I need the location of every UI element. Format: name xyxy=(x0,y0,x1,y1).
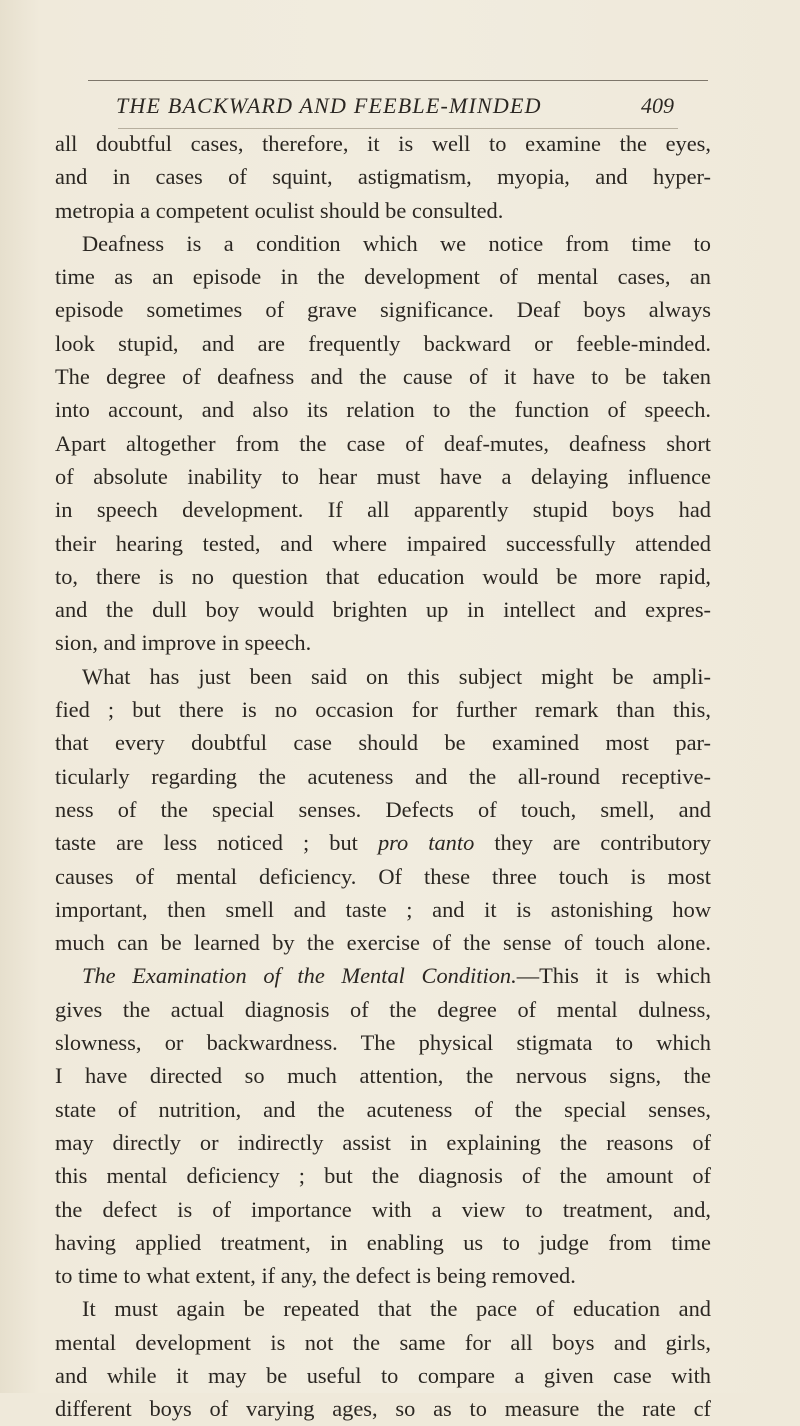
header-rule xyxy=(88,80,708,81)
italic-phrase: pro tanto xyxy=(377,830,475,856)
section-heading-line xyxy=(55,959,711,992)
text-line: having applied treatment, in enabling us to judge from time xyxy=(55,1229,711,1255)
text-line: may directly or indirectly assist in explaining the reasons of xyxy=(55,1129,711,1155)
line-suffix: This it is which xyxy=(539,963,711,989)
text-line: that every doubtful case should be examined most par- xyxy=(55,730,711,756)
paragraph-start-line: What has just been said on this subject might be ampli- xyxy=(82,663,711,689)
text-line: to time to what extent, if any, the defect is being removed. xyxy=(55,1263,576,1289)
text-line: of absolute inability to hear must have a delaying influence xyxy=(55,463,711,489)
text-line: into account, and also its relation to the function of speech. xyxy=(55,397,711,423)
text-line: important, then smell and taste ; and it is astonishing how xyxy=(55,896,711,922)
body-text xyxy=(55,127,711,1426)
text-line: episode sometimes of grave significance. Deaf boys always xyxy=(55,297,711,323)
text-line: ticularly regarding the acuteness and the all-round receptive- xyxy=(55,763,711,789)
text-line: metropia a competent oculist should be consulted. xyxy=(55,197,504,223)
text-line: slowness, or backwardness. The physical stigmata to which xyxy=(55,1030,711,1056)
text-line: and in cases of squint, astigmatism, myopia, and hyper- xyxy=(55,164,711,190)
text-line: all doubtful cases, therefore, it is well to examine the eyes, xyxy=(55,131,711,156)
text-line: sion, and improve in speech. xyxy=(55,630,312,656)
section-heading: The Examination of the Mental Condition. xyxy=(82,963,517,989)
text-line: The degree of deafness and the cause of it have to be taken xyxy=(55,364,711,390)
text-line: causes of mental deficiency. Of these three touch is most xyxy=(55,863,711,889)
text-line: much can be learned by the exercise of the sense of touch alone. xyxy=(55,930,711,956)
text-line: ness of the special senses. Defects of touch, smell, and xyxy=(55,796,711,822)
text-line: I have directed so much attention, the nervous signs, the xyxy=(55,1063,711,1089)
paragraph-start-line: It must again be repeated that the pace of education and xyxy=(82,1296,711,1322)
line-prefix: taste are less noticed ; but xyxy=(55,830,378,856)
text-line: mental development is not the same for all boys and girls, xyxy=(55,1329,711,1355)
text-line-with-italic xyxy=(55,826,711,859)
line-suffix: they are contributory xyxy=(494,830,711,856)
text-line: this mental deficiency ; but the diagnosis of the amount of xyxy=(55,1163,711,1189)
text-line: different boys of varying ages, so as to measure the rate cf xyxy=(55,1396,711,1422)
text-line: gives the actual diagnosis of the degree of mental dulness, xyxy=(55,996,711,1022)
text-line: in speech development. If all apparently stupid boys had xyxy=(55,497,711,523)
text-line: state of nutrition, and the acuteness of the special senses, xyxy=(55,1096,711,1122)
text-line: to, there is no question that education would be more rapid, xyxy=(55,563,711,589)
page-number: 409 xyxy=(641,93,674,118)
text-line: and while it may be useful to compare a given case with xyxy=(55,1362,711,1388)
text-line: look stupid, and are frequently backward or feeble-minded. xyxy=(55,330,711,356)
text-line: Apart altogether from the case of deaf-mutes, deafness short xyxy=(55,430,711,456)
text-line: time as an episode in the development of mental cases, an xyxy=(55,264,711,290)
em-dash: — xyxy=(516,963,540,989)
running-title: THE BACKWARD AND FEEBLE-MINDED xyxy=(116,93,542,118)
text-line: and the dull boy would brighten up in intellect and expres- xyxy=(55,597,711,623)
text-line: their hearing tested, and where impaired successfully attended xyxy=(55,530,711,556)
paragraph-start-line: Deafness is a condition which we notice from time to xyxy=(82,230,711,256)
text-line: fied ; but there is no occasion for further remark than this, xyxy=(55,697,711,723)
text-line: the defect is of importance with a view to treatment, and, xyxy=(55,1196,711,1222)
